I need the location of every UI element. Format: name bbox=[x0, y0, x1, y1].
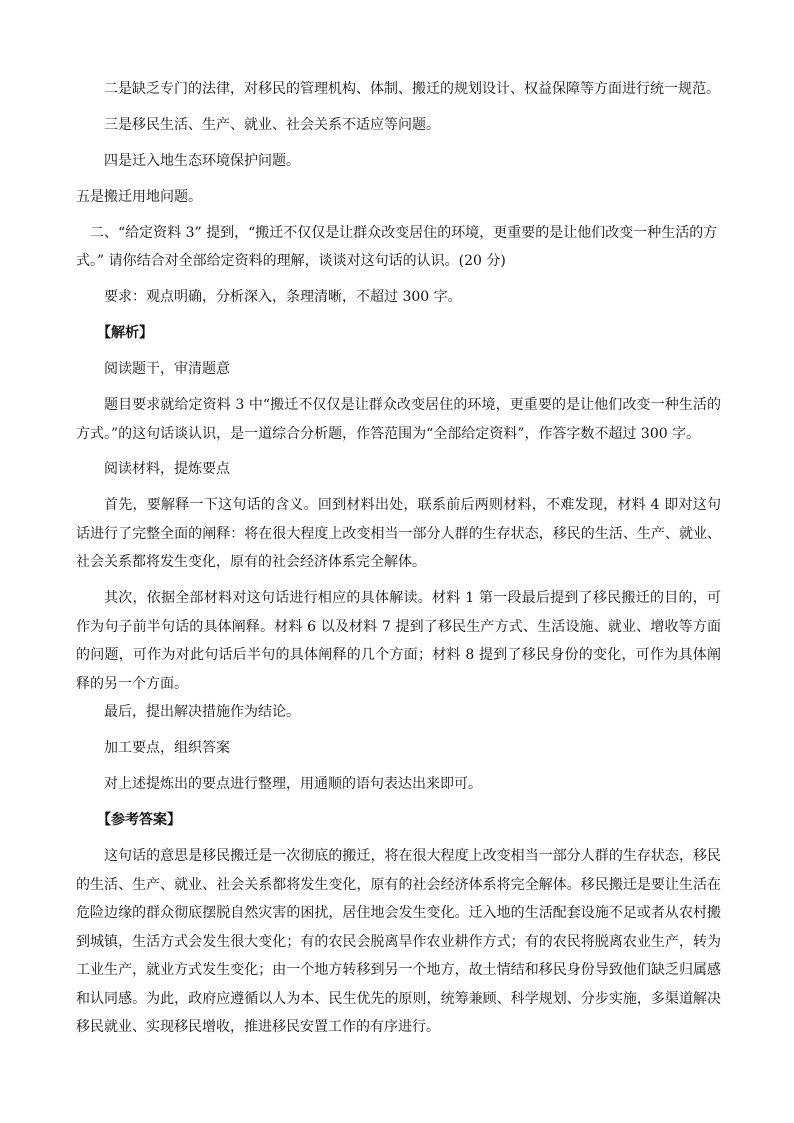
step2-title: 阅读材料，提炼要点 bbox=[104, 461, 230, 477]
step2-paragraph-2: 其次，依据全部材料对这句话进行相应的具体解读。材料 1 第一段最后提到了移民搬迁的目的，可作为句子前半句话的具体阐释。材料 6 以及材料 7 提到了移民生产方式、生活设施、就业、增收等方面的问题，可作为对此句话后半句的具体阐释的几个方面；材料 8 提到了移民身份的变化，可作为具体阐释的另一个方面。 bbox=[76, 590, 721, 692]
question-line-2: 式。” 请你结合对全部给定资料的理解，谈谈对这句话的认识。(20 分) bbox=[76, 253, 506, 269]
point-two: 二是缺乏专门的法律，对移民的管理机构、体制、搬迁的规划设计、权益保障等方面进行统一规范。 bbox=[104, 81, 720, 97]
step3-title: 加工要点，组织答案 bbox=[104, 740, 230, 756]
analysis-heading: 【解析】 bbox=[97, 325, 153, 341]
point-four: 四是迁入地生态环境保护问题。 bbox=[104, 153, 300, 169]
step1-text: 题目要求就给定资料 3 中“搬迁不仅仅是让群众改变居住的环境，更重要的是让他们改变一种生活的方式。”的这句话谈认识，是一道综合分析题，作答范围为“全部给定资料”，作答字数不超过 300 字。 bbox=[76, 397, 721, 442]
answer-heading: 【参考答案】 bbox=[97, 812, 181, 828]
answer-text: 这句话的意思是移民搬迁是一次彻底的搬迁，将在很大程度上改变相当一部分人群的生存状态，移民的生活、生产、就业、社会关系都将发生变化，原有的社会经济体系将完全解体。移民搬迁是要让生活在危险边缘的群众彻底摆脱自然灾害的困扰，居住地会发生变化。迁入地的生活配套设施不足或者从农村搬到城镇，生活方式会发生很大变化；有的农民会脱离旱作农业耕作方式；有的农民将脱离农业生产，转为工业生产，就业方式发生变化；由一个地方转移到另一个地方，故土情结和移民身份导致他们缺乏归属感和认同感。为此，政府应遵循以人为本、民生优先的原则，统筹兼顾、科学规划、分步实施，多渠道解决移民就业、实现移民增收，推进移民安置工作的有序进行。 bbox=[76, 848, 721, 1035]
step2-paragraph-1: 首先，要解释一下这句话的含义。回到材料出处，联系前后两则材料，不难发现，材料 4 即对这句话进行了完整全面的阐释：将在很大程度上改变相当一部分人群的生存状态，移民的生活、生产、就业、社会关系都将发生变化，原有的社会经济体系完全解体。 bbox=[76, 497, 721, 570]
step2-paragraph-3: 最后，提出解决措施作为结论。 bbox=[104, 704, 300, 720]
question-line-1: 二、“给定资料 3” 提到，“搬迁不仅仅是让群众改变居住的环境，更重要的是让他们改变一种生活的方 bbox=[90, 225, 718, 241]
point-five: 五是搬迁用地问题。 bbox=[76, 189, 202, 205]
point-three: 三是移民生活、生产、就业、社会关系不适应等问题。 bbox=[104, 117, 440, 133]
step1-title: 阅读题干，审清题意 bbox=[104, 361, 230, 377]
step3-text: 对上述提炼出的要点进行整理，用通顺的语句表达出来即可。 bbox=[104, 776, 482, 792]
question-requirement: 要求：观点明确，分析深入，条理清晰，不超过 300 字。 bbox=[104, 289, 462, 305]
